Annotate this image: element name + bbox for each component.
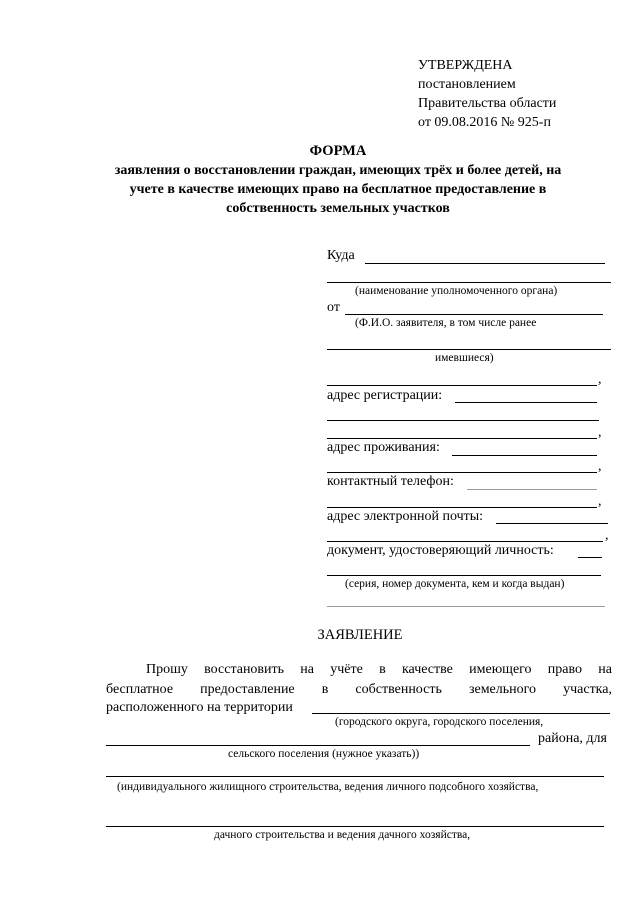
to-field-line-2[interactable] — [327, 282, 611, 283]
id-document-caption: (серия, номер документа, кем и когда выдан) — [345, 578, 565, 590]
territory-caption-2: сельского поселения (нужное указать)) — [228, 748, 420, 760]
id-document-field-line[interactable] — [578, 557, 602, 558]
from-caption-2: имевшиеся) — [435, 352, 494, 364]
phone-field-line-2[interactable] — [327, 507, 597, 508]
approval-line-4: от 09.08.2016 № 925-п — [418, 115, 551, 130]
approval-block — [418, 56, 556, 132]
territory-field-line[interactable] — [312, 713, 610, 714]
from-label: от — [327, 300, 340, 315]
phone-field-line[interactable] — [467, 489, 597, 490]
form-title — [100, 142, 576, 218]
phone-label: контактный телефон: — [327, 474, 454, 489]
title-line-2: заявления о восстановлении граждан, имеющих трёх и более детей, на — [114, 163, 562, 178]
comma-5: , — [605, 528, 609, 543]
comma-4: , — [598, 494, 602, 509]
approval-line-3: Правительства области — [418, 96, 557, 111]
title-line-4: собственность земельных участков — [226, 201, 450, 216]
approval-line-2: постановлением — [418, 77, 516, 92]
purpose-caption-1: (индивидуального жилищного строительства, ведения личного подсобного хозяйства, — [117, 781, 539, 793]
purpose-field-line-2[interactable] — [106, 826, 604, 827]
residence-label: адрес проживания: — [327, 440, 440, 455]
registration-label: адрес регистрации: — [327, 388, 443, 403]
purpose-caption-2: дачного строительства и ведения дачного хозяйства, — [214, 829, 471, 841]
registration-field-line-2[interactable] — [327, 420, 599, 421]
title-line-3: учете в качестве имеющих право на бесплатное предоставление в — [129, 182, 547, 197]
id-document-label: документ, удостоверяющий личность: — [327, 543, 554, 558]
district-text: района, для — [538, 731, 607, 746]
statement-line-1: Прошу восстановить на учёте в качестве имеющего право на — [146, 662, 612, 677]
to-caption: (наименование уполномоченного органа) — [355, 285, 558, 297]
territory-caption-1: (городского округа, городского поселения, — [335, 716, 544, 728]
title-form-word: ФОРМА — [309, 143, 367, 159]
from-caption-1: (Ф.И.О. заявителя, в том числе ранее — [355, 317, 537, 329]
territory-field-line-2[interactable] — [106, 745, 530, 746]
to-label: Куда — [327, 248, 355, 263]
residence-field-line-2[interactable] — [327, 472, 597, 473]
registration-field-line-3[interactable] — [327, 438, 597, 439]
statement-line-3: расположенного на территории — [106, 700, 293, 715]
residence-field-line[interactable] — [452, 455, 597, 456]
comma-3: , — [598, 459, 602, 474]
approval-line-1: УТВЕРЖДЕНА — [418, 58, 513, 73]
comma-1: , — [598, 372, 602, 387]
registration-field-line[interactable] — [455, 402, 597, 403]
to-field-line[interactable] — [365, 263, 605, 264]
comma-2: , — [598, 425, 602, 440]
email-field-line-2[interactable] — [327, 541, 603, 542]
statement-heading: ЗАЯВЛЕНИЕ — [317, 627, 403, 643]
email-label: адрес электронной почты: — [327, 509, 484, 524]
statement-line-2: бесплатное предоставление в собственность земельного участка, — [106, 682, 612, 697]
email-field-line[interactable] — [496, 523, 608, 524]
id-document-field-line-3[interactable] — [327, 606, 605, 607]
purpose-field-line[interactable] — [106, 776, 604, 777]
from-field-line-3[interactable] — [327, 385, 597, 386]
from-field-line-2[interactable] — [327, 349, 611, 350]
from-field-line[interactable] — [345, 314, 603, 315]
id-document-field-line-2[interactable] — [327, 575, 601, 576]
